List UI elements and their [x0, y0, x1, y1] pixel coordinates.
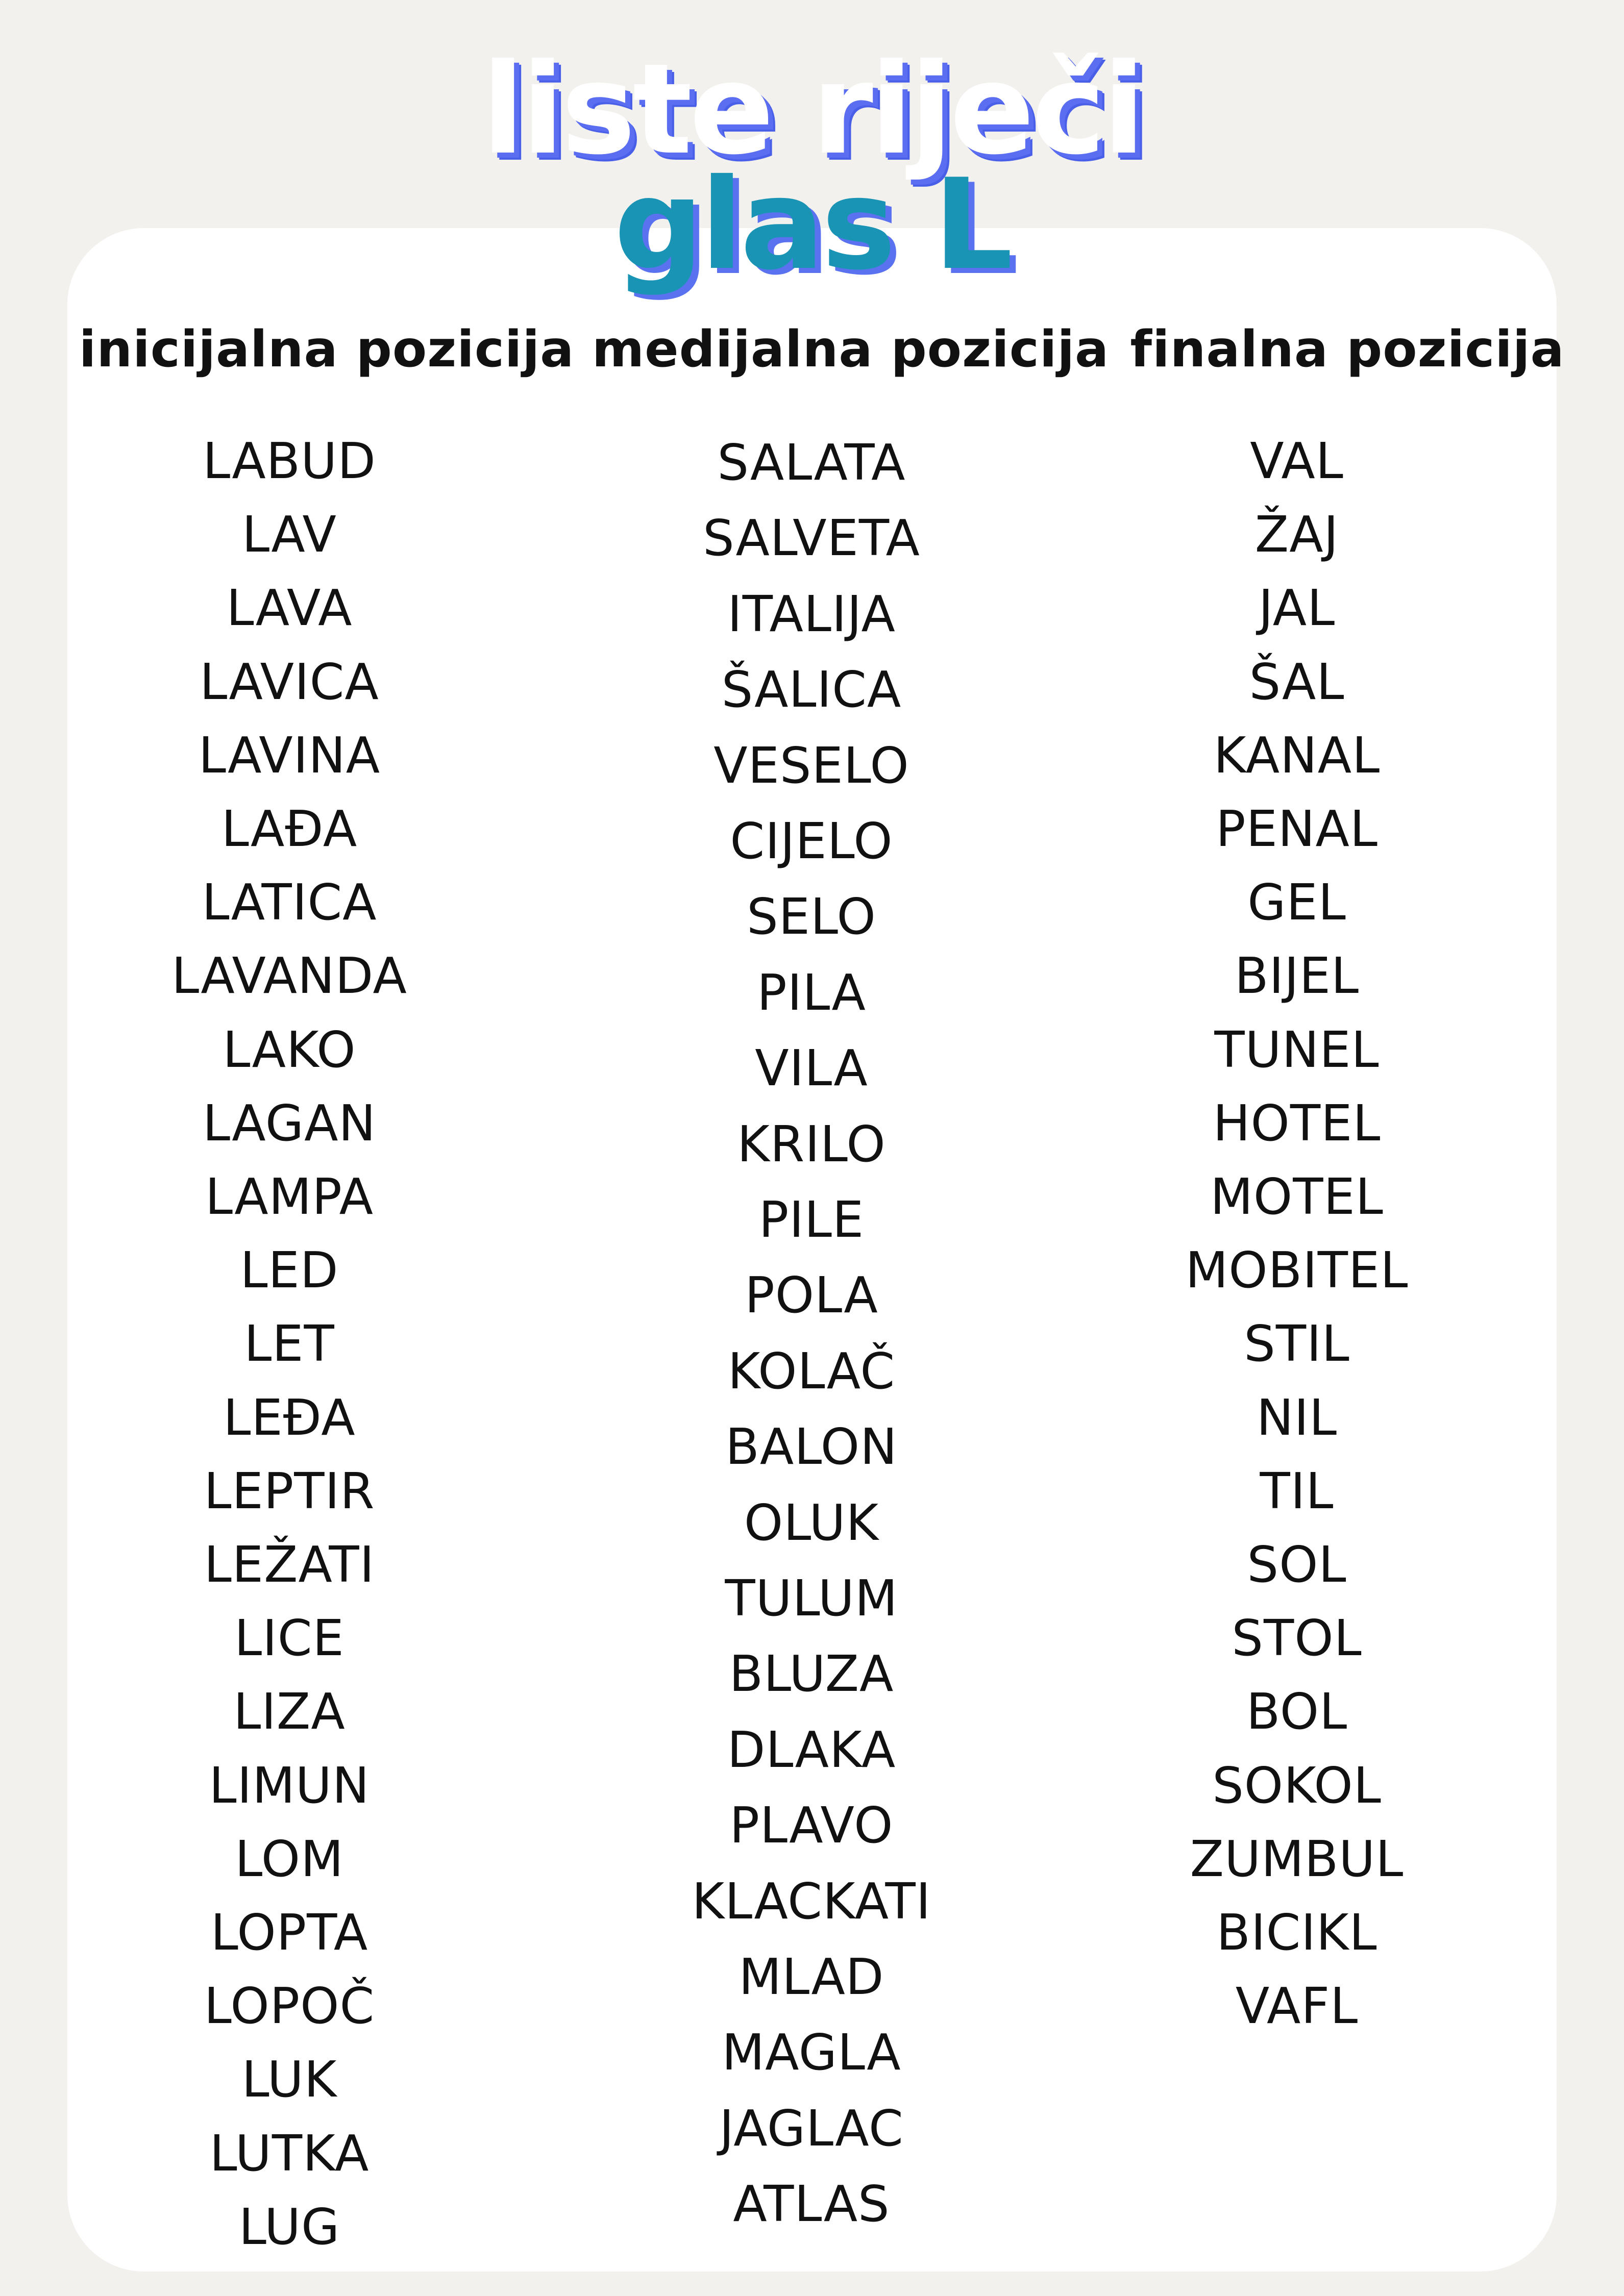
final-word: TIL: [1260, 1462, 1334, 1520]
initial-word: LATICA: [202, 874, 377, 932]
final-word: BICIKL: [1216, 1904, 1377, 1961]
initial-word: LUTKA: [209, 2124, 370, 2182]
initial-word: LOPOČ: [204, 1977, 375, 2035]
initial-word: LAĐA: [221, 800, 358, 858]
initial-word: LEPTIR: [204, 1462, 375, 1520]
final-word: SOKOL: [1212, 1756, 1382, 1814]
final-word: JAL: [1258, 579, 1336, 637]
final-word: BOL: [1246, 1683, 1348, 1741]
initial-word: LUG: [238, 2198, 340, 2256]
medial-word: SELO: [747, 888, 876, 946]
medial-word: MAGLA: [722, 2024, 901, 2082]
medial-word: SALVETA: [703, 509, 920, 567]
final-word: BIJEL: [1234, 947, 1360, 1005]
medial-word: KOLAČ: [727, 1342, 896, 1400]
final-word: ŽAJ: [1254, 506, 1339, 564]
medial-word: JAGLAC: [719, 2099, 904, 2157]
final-word: VAL: [1250, 432, 1344, 490]
initial-word: LUK: [241, 2051, 337, 2109]
initial-word: LAMPA: [205, 1168, 374, 1226]
initial-word: LABUD: [203, 432, 376, 490]
initial-word: LIZA: [233, 1683, 346, 1741]
medial-word: OLUK: [744, 1493, 879, 1552]
initial-word: LED: [240, 1241, 339, 1300]
column-header-initial: inicijalna pozicija: [79, 320, 575, 379]
medial-word: MLAD: [739, 1948, 884, 2006]
column-header-final: finalna pozicija: [1130, 320, 1565, 379]
initial-word: LAVANDA: [171, 947, 407, 1005]
medial-word: VESELO: [713, 736, 909, 794]
medial-word: BLUZA: [729, 1645, 894, 1703]
final-word: PENAL: [1216, 800, 1378, 858]
final-word: VAFL: [1235, 1977, 1359, 2035]
initial-word: LOPTA: [210, 1904, 368, 1961]
initial-word: LIMUN: [209, 1756, 370, 1814]
initial-word: LAVICA: [200, 653, 379, 711]
initial-word: LOM: [235, 1830, 344, 1888]
initial-word: LET: [244, 1315, 335, 1373]
medial-word: PILA: [757, 963, 866, 1021]
initial-word: LAKO: [223, 1020, 356, 1079]
medial-word: ITALIJA: [727, 585, 896, 643]
final-word: SOL: [1247, 1536, 1347, 1593]
medial-word: SALATA: [717, 434, 906, 491]
final-word: STOL: [1232, 1609, 1362, 1667]
medial-word: ŠALICA: [721, 661, 902, 719]
column-header-medial: medijalna pozicija: [592, 320, 1110, 379]
final-word: NIL: [1256, 1388, 1338, 1446]
medial-word: PILE: [758, 1191, 865, 1249]
initial-word: LAVINA: [198, 726, 381, 784]
final-word: ŠAL: [1249, 653, 1345, 711]
medial-word: PLAVO: [729, 1796, 894, 1855]
medial-word: ATLAS: [733, 2175, 890, 2233]
final-word: STIL: [1244, 1315, 1350, 1373]
page-subtitle: glas L: [614, 152, 1010, 297]
final-word: ZUMBUL: [1190, 1830, 1404, 1888]
medial-word: VILA: [755, 1039, 868, 1097]
initial-word: LAGAN: [202, 1094, 376, 1152]
initial-word: LEŽATI: [204, 1536, 375, 1593]
medial-word: TULUM: [725, 1569, 898, 1627]
medial-word: CIJELO: [730, 812, 893, 870]
medial-word: POLA: [745, 1266, 878, 1325]
initial-word: LAV: [242, 506, 337, 564]
initial-word: LAVA: [226, 579, 353, 637]
initial-word: LEĐA: [223, 1388, 356, 1446]
medial-word: KRILO: [737, 1115, 886, 1173]
final-word: KANAL: [1213, 726, 1381, 784]
final-word: TUNEL: [1214, 1020, 1380, 1079]
medial-word: KLACKATI: [692, 1872, 931, 1930]
final-word: HOTEL: [1213, 1094, 1381, 1152]
page-title: liste riječi: [481, 37, 1143, 182]
final-word: MOTEL: [1210, 1168, 1384, 1226]
initial-word: LICE: [234, 1609, 345, 1667]
medial-word: BALON: [725, 1418, 898, 1476]
final-word: MOBITEL: [1185, 1241, 1409, 1300]
medial-word: DLAKA: [727, 1720, 896, 1779]
final-word: GEL: [1247, 874, 1346, 932]
